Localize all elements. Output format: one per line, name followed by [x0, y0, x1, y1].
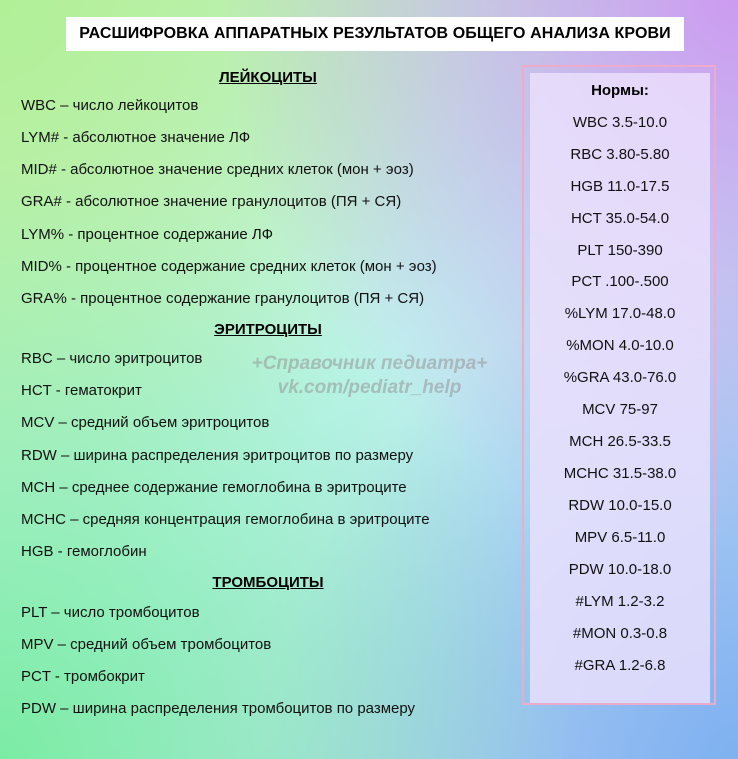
list-item: MCHC – средняя концентрация гемоглобина в эритроците: [21, 511, 430, 528]
list-item: LYM# - абсолютное значение ЛФ: [21, 129, 251, 146]
norm-value: #MON 0.3-0.8: [572, 625, 668, 642]
list-item: MID# - абсолютное значение средних клеток (мон + эоз): [21, 161, 414, 178]
watermark-line-1: +Справочник педиатра+: [251, 353, 488, 374]
watermark: [232, 352, 507, 400]
norm-value: MCHC 31.5-38.0: [563, 465, 677, 482]
norms-heading: Нормы:: [591, 82, 649, 99]
list-item: WBC – число лейкоцитов: [21, 97, 199, 114]
norm-value: RBC 3.80-5.80: [570, 146, 670, 163]
list-item: MCV – средний объем эритроцитов: [21, 414, 270, 431]
norm-value: %GRA 43.0-76.0: [563, 369, 677, 386]
norm-value: %LYM 17.0-48.0: [564, 305, 676, 322]
list-item: MPV – средний объем тромбоцитов: [21, 636, 272, 653]
list-item: LYM% - процентное содержание ЛФ: [21, 226, 274, 243]
list-item: PLT – число тромбоцитов: [21, 604, 200, 621]
page-title: РАСШИФРОВКА АППАРАТНЫХ РЕЗУЛЬТАТОВ ОБЩЕГО АНАЛИЗА КРОВИ: [66, 17, 684, 51]
section-heading-leukocytes: ЛЕЙКОЦИТЫ: [219, 69, 317, 86]
norm-value: HGB 11.0-17.5: [570, 178, 670, 195]
section-heading-erythrocytes: ЭРИТРОЦИТЫ: [214, 321, 322, 338]
norm-value: WBC 3.5-10.0: [572, 114, 668, 131]
list-item: GRA# - абсолютное значение гранулоцитов (ПЯ + СЯ): [21, 193, 402, 210]
list-item: RBC – число эритроцитов: [21, 350, 203, 367]
list-item: PCT - тромбокрит: [21, 668, 145, 685]
norm-value: RDW 10.0-15.0: [568, 497, 672, 514]
norm-value: MCH 26.5-33.5: [569, 433, 671, 450]
list-item: RDW – ширина распределения эритроцитов по размеру: [21, 447, 414, 464]
norm-value: PLT 150-390: [577, 242, 663, 259]
norm-value: HCT 35.0-54.0: [570, 210, 670, 227]
list-item: HCT - гематокрит: [21, 382, 142, 399]
list-item: MID% - процентное содержание средних клеток (мон + эоз): [21, 258, 437, 275]
section-heading-platelets: ТРОМБОЦИТЫ: [212, 574, 324, 591]
norm-value: #GRA 1.2-6.8: [574, 657, 666, 674]
list-item: GRA% - процентное содержание гранулоцитов (ПЯ + СЯ): [21, 290, 425, 307]
norm-value: MPV 6.5-11.0: [574, 529, 666, 546]
norm-value: %MON 4.0-10.0: [566, 337, 674, 354]
norm-value: #LYM 1.2-3.2: [575, 593, 665, 610]
norm-value: MCV 75-97: [582, 401, 658, 418]
watermark-line-2: vk.com/pediatr_help: [277, 377, 462, 398]
list-item: MCH – среднее содержание гемоглобина в эритроците: [21, 479, 407, 496]
norm-value: PCT .100-.500: [571, 273, 669, 290]
list-item: HGB - гемоглобин: [21, 543, 147, 560]
list-item: PDW – ширина распределения тромбоцитов по размеру: [21, 700, 416, 717]
norm-value: PDW 10.0-18.0: [568, 561, 672, 578]
